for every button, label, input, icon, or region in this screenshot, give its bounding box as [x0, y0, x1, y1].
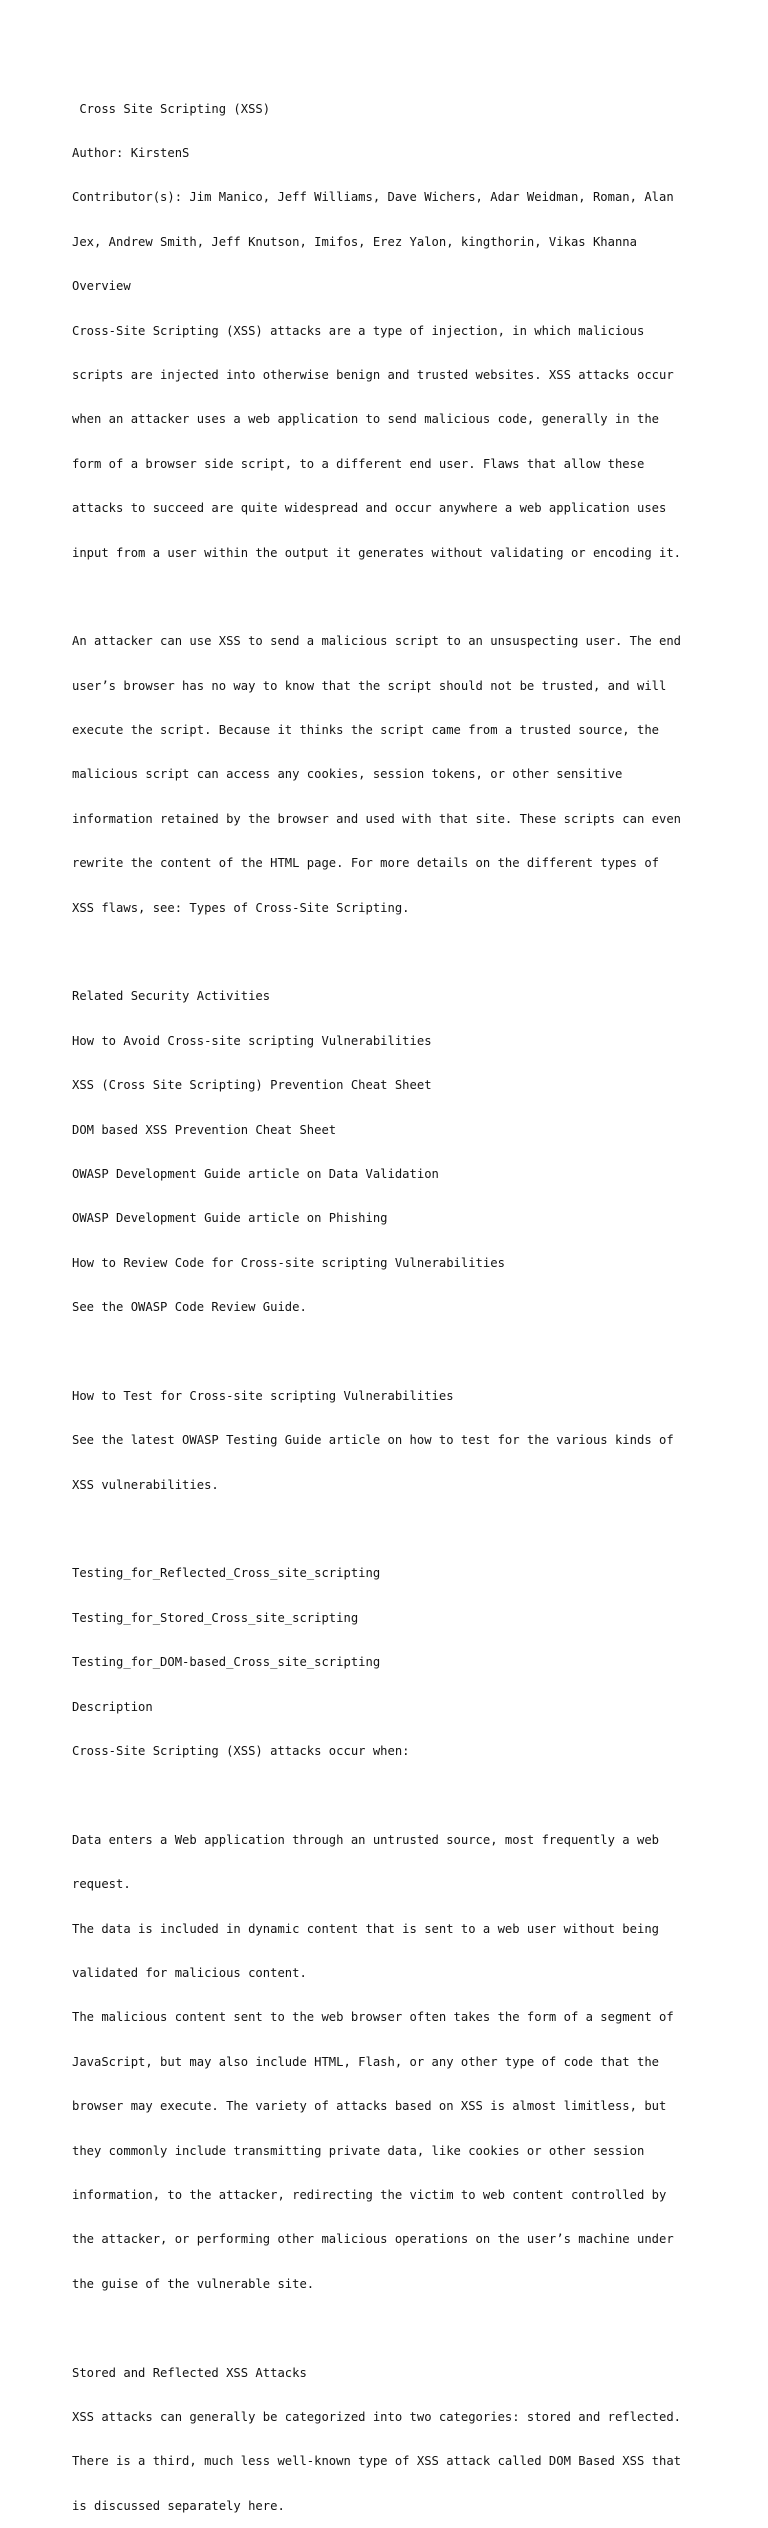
paragraph-line: execute the script. Because it thinks the script came from a trusted source, the: [72, 723, 659, 738]
paragraph-line: input from a user within the output it generates without validating or encoding it.: [72, 545, 682, 560]
related-activity-item: How to Avoid Cross-site scripting Vulnerabilities: [72, 1033, 432, 1048]
section-heading-how-to-test: How to Test for Cross-site scripting Vulnerabilities: [72, 1388, 454, 1403]
blank-line: [72, 1345, 712, 1360]
blank-line: [72, 1522, 712, 1537]
contributors-line: Jex, Andrew Smith, Jeff Knutson, Imifos, Erez Yalon, kingthorin, Vikas Khanna: [72, 234, 637, 249]
paragraph-line: The malicious content sent to the web browser often takes the form of a segment of: [72, 2010, 674, 2025]
section-heading-related-activities: Related Security Activities: [72, 989, 271, 1004]
testing-item: Testing_for_Stored_Cross_site_scripting: [72, 1610, 359, 1625]
paragraph-line: malicious script can access any cookies, session tokens, or other sensitive: [72, 767, 623, 782]
paragraph-line: they commonly include transmitting private data, like cookies or other session: [72, 2143, 645, 2158]
paragraph-line: is discussed separately here.: [72, 2498, 285, 2513]
paragraph-line: the attacker, or performing other malicious operations on the user’s machine under: [72, 2232, 674, 2247]
paragraph-line: when an attacker uses a web application to send malicious code, generally in the: [72, 412, 659, 427]
testing-item: Testing_for_Reflected_Cross_site_scripting: [72, 1566, 381, 1581]
paragraph-line: form of a browser side script, to a different end user. Flaws that allow these: [72, 456, 645, 471]
paragraph-line: browser may execute. The variety of attacks based on XSS is almost limitless, but: [72, 2099, 667, 2114]
paragraph-line: XSS flaws, see: Types of Cross-Site Scripting.: [72, 900, 410, 915]
document-title: Cross Site Scripting (XSS): [72, 101, 271, 116]
paragraph-line: An attacker can use XSS to send a malicious script to an unsuspecting user. The end: [72, 634, 682, 649]
paragraph-line: attacks to succeed are quite widespread and occur anywhere a web application uses: [72, 501, 667, 516]
paragraph-line: information, to the attacker, redirecting the victim to web content controlled by: [72, 2187, 667, 2202]
paragraph-line: rewrite the content of the HTML page. For more details on the different types of: [72, 856, 659, 871]
paragraph-line: The data is included in dynamic content that is sent to a web user without being: [72, 1921, 659, 1936]
blank-line: [72, 945, 712, 960]
section-heading-description: Description: [72, 1699, 153, 1714]
blank-line: [72, 1788, 712, 1803]
related-activity-item: OWASP Development Guide article on Data Validation: [72, 1166, 439, 1181]
paragraph-line: XSS vulnerabilities.: [72, 1477, 219, 1492]
paragraph-line: There is a third, much less well-known type of XSS attack called DOM Based XSS that: [72, 2454, 682, 2469]
paragraph-line: request.: [72, 1877, 131, 1892]
blank-line: [72, 590, 712, 605]
paragraph-line: the guise of the vulnerable site.: [72, 2276, 315, 2291]
related-activity-item: How to Review Code for Cross-site scripting Vulnerabilities: [72, 1255, 505, 1270]
contributors-line: Contributor(s): Jim Manico, Jeff Williams, Dave Wichers, Adar Weidman, Roman, Alan: [72, 190, 674, 205]
paragraph-line: XSS attacks can generally be categorized into two categories: stored and reflected.: [72, 2409, 682, 2424]
related-activity-item: XSS (Cross Site Scripting) Prevention Cheat Sheet: [72, 1078, 432, 1093]
paragraph-line: Data enters a Web application through an untrusted source, most frequently a web: [72, 1832, 659, 1847]
paragraph-line: user’s browser has no way to know that the script should not be trusted, and will: [72, 678, 667, 693]
related-activity-item: See the OWASP Code Review Guide.: [72, 1300, 307, 1315]
paragraph-line: Cross-Site Scripting (XSS) attacks occur when:: [72, 1744, 410, 1759]
paragraph-line: information retained by the browser and used with that site. These scripts can even: [72, 811, 682, 826]
related-activity-item: DOM based XSS Prevention Cheat Sheet: [72, 1122, 337, 1137]
paragraph-line: JavaScript, but may also include HTML, Flash, or any other type of code that the: [72, 2054, 659, 2069]
section-heading-stored-reflected: Stored and Reflected XSS Attacks: [72, 2365, 307, 2380]
blank-line: [72, 2321, 712, 2336]
paragraph-line: See the latest OWASP Testing Guide article on how to test for the various kinds of: [72, 1433, 674, 1448]
section-heading-overview: Overview: [72, 279, 131, 294]
related-activity-item: OWASP Development Guide article on Phishing: [72, 1211, 388, 1226]
testing-item: Testing_for_DOM-based_Cross_site_scripting: [72, 1655, 381, 1670]
paragraph-line: scripts are injected into otherwise benign and trusted websites. XSS attacks occur: [72, 367, 674, 382]
author-line: Author: KirstenS: [72, 145, 190, 160]
document-body: [72, 72, 712, 2528]
paragraph-line: validated for malicious content.: [72, 1966, 307, 1980]
paragraph-line: Cross-Site Scripting (XSS) attacks are a type of injection, in which malicious: [72, 323, 645, 338]
